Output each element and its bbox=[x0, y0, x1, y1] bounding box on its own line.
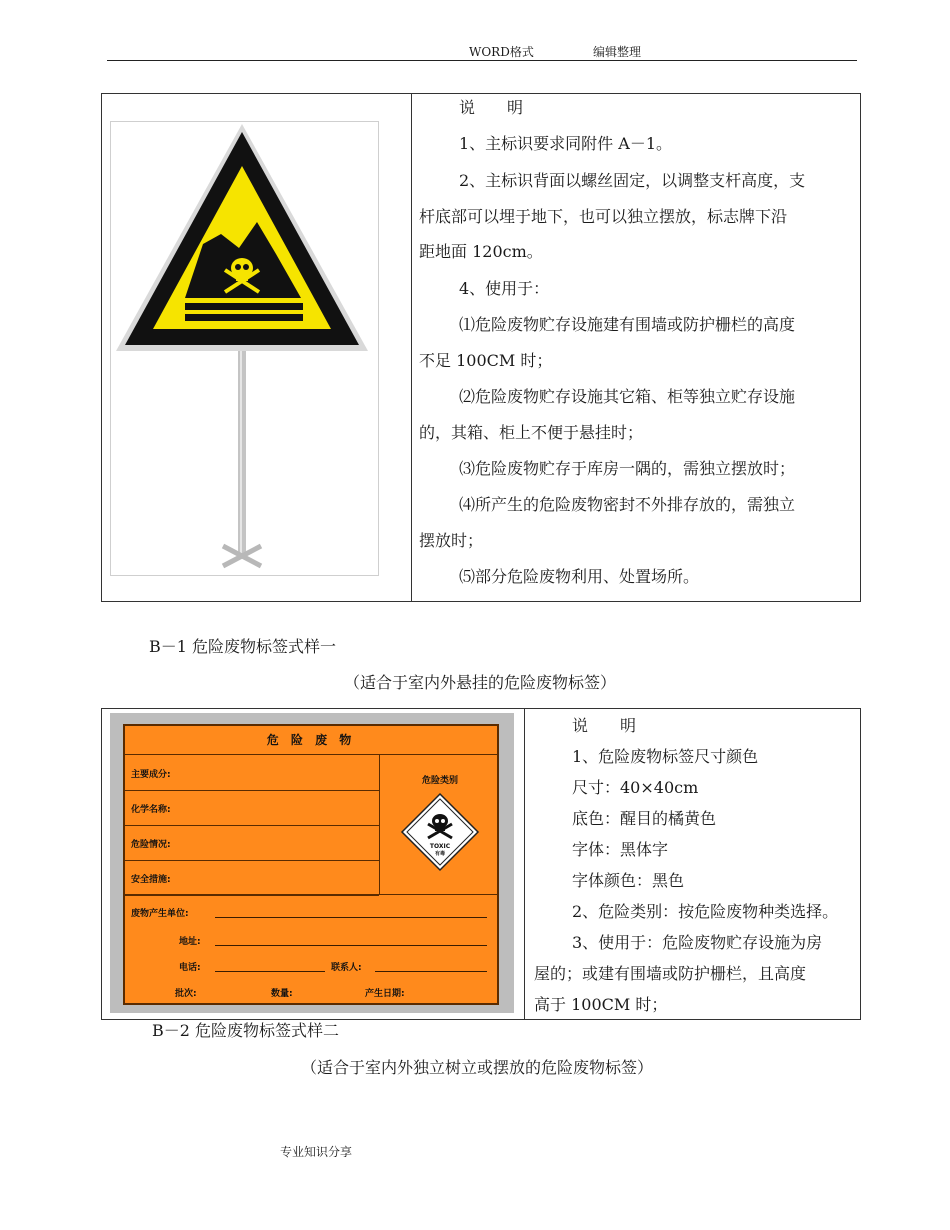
caption-b2-title: B－2 危险废物标签式样二 bbox=[152, 1021, 340, 1040]
field-date: 产生日期: bbox=[365, 989, 405, 999]
label-fields bbox=[125, 755, 380, 895]
note-line: 1、危险废物标签尺寸颜色 bbox=[572, 747, 759, 766]
field-producer: 废物产生单位: bbox=[131, 909, 189, 919]
note-line: ⑸部分危险废物利用、处置场所。 bbox=[459, 567, 700, 586]
label-producer-section bbox=[125, 896, 497, 1004]
note-line: 4、使用于： bbox=[459, 279, 550, 298]
table-divider bbox=[411, 94, 412, 601]
field-contact: 联系人: bbox=[331, 963, 362, 973]
note-line: 1、主标识要求同附件 A－1。 bbox=[459, 134, 673, 153]
field-safety-measures: 安全措施: bbox=[131, 875, 171, 885]
hazard-category-label: 危险类别 bbox=[421, 776, 458, 786]
warning-sign-illustration bbox=[111, 122, 378, 575]
field-batch: 批次: bbox=[175, 989, 197, 999]
header-format-label: WORD格式 bbox=[469, 45, 534, 59]
note-line: 3、使用于：危险废物贮存设施为房 bbox=[572, 933, 823, 952]
field-chemical-name: 化学名称: bbox=[131, 805, 171, 815]
note-line: 不足 100CM 时； bbox=[419, 351, 553, 370]
note-line: 字体：黑体字 bbox=[572, 840, 669, 859]
note-line: 摆放时； bbox=[419, 531, 484, 550]
note-line: 2、危险类别：按危险废物种类选择。 bbox=[572, 902, 839, 921]
label-table bbox=[101, 708, 861, 1020]
sign-table bbox=[101, 93, 861, 602]
note-line: 屋的；或建有围墙或防护栅栏，且高度 bbox=[534, 964, 807, 983]
note-line: ⑶危险废物贮存于库房一隅的，需独立摆放时； bbox=[459, 459, 796, 478]
toxic-en-text: TOXIC bbox=[429, 843, 451, 850]
note-line: ⑷所产生的危险废物密封不外排存放的，需独立 bbox=[459, 495, 796, 514]
notes-heading: 说 明 bbox=[572, 716, 637, 735]
hazardous-waste-label bbox=[123, 724, 499, 1005]
page-footer: 专业知识分享 bbox=[280, 1145, 353, 1159]
note-line: 杆底部可以埋于地下，也可以独立摆放，标志牌下沿 bbox=[419, 207, 788, 226]
note-line: ⑴危险废物贮存设施建有围墙或防护栅栏的高度 bbox=[459, 315, 796, 334]
label-field-row bbox=[125, 755, 379, 791]
label-field-row bbox=[125, 825, 379, 861]
note-line: 尺寸：40×40cm bbox=[572, 778, 699, 797]
notes-heading: 说 明 bbox=[459, 98, 524, 117]
label-field-row bbox=[125, 790, 379, 826]
field-phone: 电话: bbox=[179, 963, 201, 973]
field-main-components: 主要成分: bbox=[131, 770, 171, 780]
caption-b2-subtitle: （适合于室内外独立树立或摆放的危险废物标签） bbox=[301, 1058, 654, 1077]
label-field-row bbox=[125, 860, 379, 896]
toxic-diamond-icon bbox=[400, 792, 480, 872]
note-line: 底色：醒目的橘黄色 bbox=[572, 809, 717, 828]
table-divider bbox=[524, 709, 525, 1019]
note-line: 的，其箱、柜上不便于悬挂时； bbox=[419, 423, 644, 442]
note-line: 字体颜色：黑色 bbox=[572, 871, 685, 890]
header-edit-label: 编辑整理 bbox=[593, 45, 642, 59]
page-header bbox=[107, 44, 857, 61]
field-quantity: 数量: bbox=[271, 989, 293, 999]
toxic-cn-text: 有毒 bbox=[434, 851, 446, 857]
hazardous-waste-label-image bbox=[110, 713, 514, 1013]
field-hazard-info: 危险情况: bbox=[131, 840, 171, 850]
field-address: 地址: bbox=[179, 937, 201, 947]
caption-b1-title: B－1 危险废物标签式样一 bbox=[149, 637, 337, 656]
note-line: ⑵危险废物贮存设施其它箱、柜等独立贮存设施 bbox=[459, 387, 796, 406]
note-line: 距地面 120cm。 bbox=[419, 242, 543, 261]
caption-b1-subtitle: （适合于室内外悬挂的危险废物标签） bbox=[344, 673, 617, 692]
hazard-category-box bbox=[383, 755, 497, 895]
label-title: 危 险 废 物 bbox=[125, 726, 497, 755]
note-line: 高于 100CM 时； bbox=[534, 995, 668, 1014]
note-line: 2、主标识背面以螺丝固定，以调整支杆高度，支 bbox=[459, 171, 806, 190]
warning-sign-photo bbox=[110, 121, 379, 576]
